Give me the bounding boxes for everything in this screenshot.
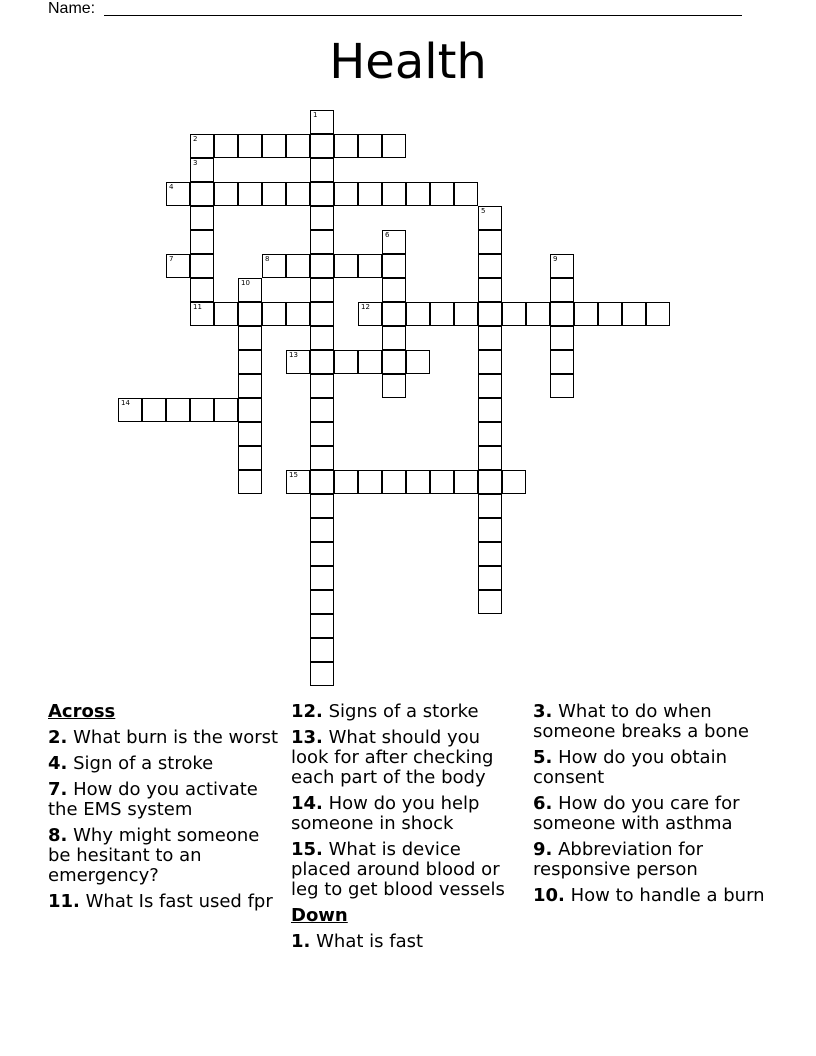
grid-cell[interactable] [238, 470, 262, 494]
grid-cell[interactable] [310, 422, 334, 446]
grid-cell[interactable] [310, 470, 334, 494]
grid-cell[interactable] [358, 470, 382, 494]
clue-number: 14 [121, 399, 130, 407]
grid-cell[interactable] [430, 182, 454, 206]
grid-cell[interactable] [550, 302, 574, 326]
grid-cell[interactable] [118, 398, 142, 422]
grid-cell[interactable] [310, 398, 334, 422]
clue-down-6: 6. How do you care for someone with asthma [533, 793, 740, 834]
grid-cell[interactable] [166, 254, 190, 278]
grid-cell[interactable] [478, 494, 502, 518]
grid-cell[interactable] [550, 254, 574, 278]
grid-cell[interactable] [406, 350, 430, 374]
clues-column-1 [48, 702, 284, 918]
clue-number: 12 [361, 303, 370, 311]
grid-cell[interactable] [310, 230, 334, 254]
grid-cell[interactable] [382, 326, 406, 350]
across-heading: Across [48, 701, 116, 722]
grid-cell[interactable] [262, 254, 286, 278]
grid-cell[interactable] [238, 398, 262, 422]
clue-number: 13 [289, 351, 298, 359]
grid-cell[interactable] [310, 446, 334, 470]
grid-cell[interactable] [190, 230, 214, 254]
grid-cell[interactable] [310, 638, 334, 662]
grid-cell[interactable] [406, 182, 430, 206]
grid-cell[interactable] [478, 230, 502, 254]
grid-cell[interactable] [478, 374, 502, 398]
grid-cell[interactable] [382, 350, 406, 374]
clue-number: 15 [289, 471, 298, 479]
clue-down-10: 10. How to handle a burn [533, 885, 765, 906]
grid-cell[interactable] [430, 470, 454, 494]
grid-cell[interactable] [646, 302, 670, 326]
grid-cell[interactable] [478, 278, 502, 302]
grid-cell[interactable] [238, 350, 262, 374]
grid-cell[interactable] [310, 494, 334, 518]
grid-cell[interactable] [310, 254, 334, 278]
clues-column-2 [291, 702, 521, 958]
grid-cell[interactable] [310, 278, 334, 302]
clue-number: 9 [553, 255, 558, 263]
grid-cell[interactable] [310, 302, 334, 326]
grid-cell[interactable] [190, 302, 214, 326]
grid-cell[interactable] [286, 470, 310, 494]
grid-cell[interactable] [334, 470, 358, 494]
grid-cell[interactable] [190, 398, 214, 422]
grid-cell[interactable] [310, 662, 334, 686]
grid-cell[interactable] [142, 398, 166, 422]
grid-cell[interactable] [622, 302, 646, 326]
grid-cell[interactable] [238, 446, 262, 470]
grid-cell[interactable] [190, 278, 214, 302]
grid-cell[interactable] [406, 470, 430, 494]
grid-cell[interactable] [238, 422, 262, 446]
grid-cell[interactable] [598, 302, 622, 326]
grid-cell[interactable] [478, 590, 502, 614]
grid-cell[interactable] [190, 182, 214, 206]
grid-cell[interactable] [238, 374, 262, 398]
clue-number: 6 [385, 231, 390, 239]
clue-number: 1 [313, 111, 318, 119]
clue-number: 4 [169, 183, 174, 191]
grid-cell[interactable] [310, 206, 334, 230]
clue-number: 3 [193, 159, 198, 167]
grid-cell[interactable] [286, 182, 310, 206]
grid-cell[interactable] [478, 302, 502, 326]
grid-cell[interactable] [382, 470, 406, 494]
grid-cell[interactable] [454, 470, 478, 494]
grid-cell[interactable] [382, 254, 406, 278]
grid-cell[interactable] [358, 302, 382, 326]
grid-cell[interactable] [190, 158, 214, 182]
grid-cell[interactable] [310, 182, 334, 206]
grid-cell[interactable] [550, 350, 574, 374]
grid-cell[interactable] [238, 134, 262, 158]
grid-cell[interactable] [382, 302, 406, 326]
clue-across-14: 14. How do you help someone in shock [291, 793, 480, 834]
grid-cell[interactable] [478, 542, 502, 566]
clue-across-4: 4. Sign of a stroke [48, 753, 214, 774]
grid-cell[interactable] [262, 302, 286, 326]
grid-cell[interactable] [214, 134, 238, 158]
grid-cell[interactable] [286, 134, 310, 158]
grid-cell[interactable] [550, 374, 574, 398]
clue-across-12: 12. Signs of a storke [291, 701, 479, 722]
grid-cell[interactable] [454, 182, 478, 206]
grid-cell[interactable] [238, 182, 262, 206]
grid-cell[interactable] [382, 278, 406, 302]
grid-cell[interactable] [478, 518, 502, 542]
clue-number: 10 [241, 279, 250, 287]
clue-across-8: 8. Why might someone be hesitant to an emergency? [48, 825, 260, 886]
grid-cell[interactable] [430, 302, 454, 326]
grid-cell[interactable] [214, 182, 238, 206]
clues-column-3 [533, 702, 773, 912]
grid-cell[interactable] [478, 470, 502, 494]
grid-cell[interactable] [190, 254, 214, 278]
grid-cell[interactable] [526, 302, 550, 326]
grid-cell[interactable] [190, 134, 214, 158]
grid-cell[interactable] [310, 614, 334, 638]
grid-cell[interactable] [502, 302, 526, 326]
grid-cell[interactable] [478, 254, 502, 278]
clue-down-5: 5. How do you obtain consent [533, 747, 727, 788]
grid-cell[interactable] [334, 182, 358, 206]
grid-cell[interactable] [358, 254, 382, 278]
grid-cell[interactable] [310, 566, 334, 590]
down-heading: Down [291, 905, 348, 926]
grid-cell[interactable] [310, 542, 334, 566]
grid-cell[interactable] [334, 134, 358, 158]
grid-cell[interactable] [214, 302, 238, 326]
grid-cell[interactable] [358, 134, 382, 158]
grid-cell[interactable] [550, 278, 574, 302]
grid-cell[interactable] [478, 398, 502, 422]
grid-cell[interactable] [310, 110, 334, 134]
grid-cell[interactable] [238, 326, 262, 350]
clue-down-9: 9. Abbreviation for responsive person [533, 839, 703, 880]
grid-cell[interactable] [190, 206, 214, 230]
grid-cell[interactable] [478, 206, 502, 230]
clue-across-2: 2. What burn is the worst [48, 727, 279, 748]
grid-cell[interactable] [310, 158, 334, 182]
grid-cell[interactable] [454, 302, 478, 326]
grid-cell[interactable] [358, 182, 382, 206]
grid-cell[interactable] [310, 590, 334, 614]
grid-cell[interactable] [574, 302, 598, 326]
grid-cell[interactable] [286, 254, 310, 278]
clue-across-7: 7. How do you activate the EMS system [48, 779, 258, 820]
clue-across-11: 11. What Is fast used fpr [48, 891, 273, 912]
grid-cell[interactable] [334, 254, 358, 278]
grid-cell[interactable] [286, 302, 310, 326]
grid-cell[interactable] [478, 326, 502, 350]
clue-number: 5 [481, 207, 486, 215]
grid-cell[interactable] [358, 350, 382, 374]
grid-cell[interactable] [310, 134, 334, 158]
grid-cell[interactable] [286, 350, 310, 374]
grid-cell[interactable] [334, 350, 358, 374]
name-label: Name: [48, 0, 96, 17]
grid-cell[interactable] [382, 230, 406, 254]
grid-cell[interactable] [238, 278, 262, 302]
grid-cell[interactable] [478, 446, 502, 470]
grid-cell[interactable] [382, 134, 406, 158]
grid-cell[interactable] [478, 422, 502, 446]
grid-cell[interactable] [406, 302, 430, 326]
grid-cell[interactable] [166, 398, 190, 422]
clue-number: 2 [193, 135, 198, 143]
clue-number: 7 [169, 255, 174, 263]
clue-number: 8 [265, 255, 270, 263]
grid-cell[interactable] [310, 518, 334, 542]
grid-cell[interactable] [550, 326, 574, 350]
grid-cell[interactable] [382, 374, 406, 398]
grid-cell[interactable] [262, 134, 286, 158]
clue-down-3: 3. What to do when someone breaks a bone [533, 701, 749, 742]
grid-cell[interactable] [262, 182, 286, 206]
grid-cell[interactable] [310, 326, 334, 350]
clue-across-13: 13. What should you look for after checking each part of the body [291, 727, 494, 788]
clue-number: 11 [193, 303, 202, 311]
clue-down-1: 1. What is fast [291, 931, 424, 952]
grid-cell[interactable] [382, 182, 406, 206]
grid-cell[interactable] [238, 302, 262, 326]
puzzle-title: Health [329, 34, 487, 90]
grid-cell[interactable] [310, 374, 334, 398]
grid-cell[interactable] [166, 182, 190, 206]
grid-cell[interactable] [478, 566, 502, 590]
clue-across-15: 15. What is device placed around blood or leg to get blood vessels [291, 839, 505, 900]
grid-cell[interactable] [502, 470, 526, 494]
grid-cell[interactable] [478, 350, 502, 374]
grid-cell[interactable] [214, 398, 238, 422]
grid-cell[interactable] [310, 350, 334, 374]
